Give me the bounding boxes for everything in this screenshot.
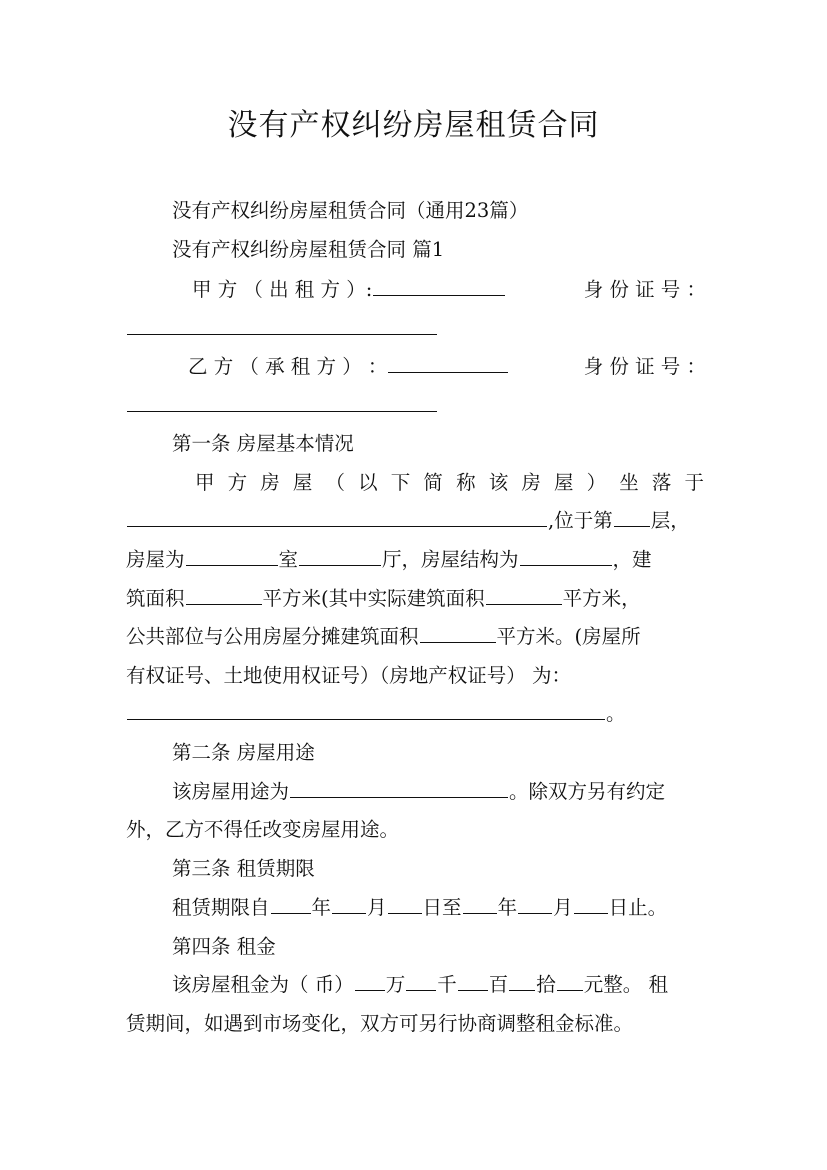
start-month-blank bbox=[332, 891, 366, 914]
actual-area-blank bbox=[486, 582, 562, 605]
text-shared-area: 公共部位与公用房屋分摊建筑面积 bbox=[126, 625, 419, 648]
article-2-line-2: 外，乙方不得任改变房屋用途。 bbox=[126, 818, 400, 841]
article-1-line-4 bbox=[126, 580, 706, 618]
text-floor-suffix: 层， bbox=[650, 509, 690, 532]
article-1-title: 第一条 房屋基本情况 bbox=[172, 432, 354, 455]
article-3-title: 第三条 租赁期限 bbox=[172, 857, 315, 880]
article-2-title: 第二条 房屋用途 bbox=[172, 741, 315, 764]
party-a-id-label: 身 份 证 号 ： bbox=[583, 278, 706, 301]
structure-blank bbox=[520, 543, 612, 566]
article-4-title: 第四条 租金 bbox=[172, 935, 276, 958]
text-rooms-prefix: 房屋为 bbox=[126, 548, 185, 571]
text-structure: 厅，房屋结构为 bbox=[382, 548, 519, 571]
text-end: 日止。 bbox=[608, 896, 668, 919]
bai-blank bbox=[458, 968, 488, 991]
location-blank bbox=[127, 504, 547, 527]
rooms-blank bbox=[186, 543, 278, 566]
yuan-blank bbox=[557, 968, 583, 991]
area-blank bbox=[186, 582, 262, 605]
qian-blank bbox=[406, 968, 436, 991]
party-a-id-row bbox=[126, 310, 706, 348]
article-1-line-2 bbox=[126, 502, 706, 540]
halls-blank bbox=[299, 543, 381, 566]
text-area-prefix: 筑面积 bbox=[126, 587, 185, 610]
text-shared-suffix: 平方米。(房屋所 bbox=[496, 625, 641, 648]
text-yuan: 元整。 租 bbox=[583, 973, 668, 996]
start-year-blank bbox=[271, 891, 311, 914]
party-a-name-blank bbox=[373, 273, 505, 296]
text-month: 月 bbox=[553, 896, 573, 919]
section-heading: 没有产权纠纷房屋租赁合同 篇1 bbox=[172, 238, 445, 261]
shi-blank bbox=[509, 968, 535, 991]
party-a-label: 甲 方 （ 出 租 方 ）: bbox=[192, 278, 373, 301]
text-year: 年 bbox=[311, 896, 332, 919]
text-use-suffix: 。除双方另有约定 bbox=[509, 780, 666, 803]
floor-blank bbox=[614, 504, 650, 527]
article-1-line-5 bbox=[126, 618, 706, 656]
text-wan: 万 bbox=[385, 973, 406, 996]
end-day-blank bbox=[574, 891, 608, 914]
text-bai: 百 bbox=[488, 973, 509, 996]
article-2-line-1 bbox=[172, 773, 706, 811]
text-rent-prefix: 该房屋租金为（ 币） bbox=[172, 973, 354, 996]
party-b-id-blank bbox=[127, 389, 437, 412]
text-term-prefix: 租赁期限自 bbox=[172, 896, 270, 919]
shared-area-blank bbox=[420, 620, 496, 643]
article-4-line-1 bbox=[172, 966, 706, 1004]
party-b-id-row bbox=[126, 387, 706, 425]
text-use-prefix: 该房屋用途为 bbox=[172, 780, 290, 803]
article-1-line-1: 甲 方 房 屋 （ 以 下 简 称 该 房 屋 ） 坐 落 于 bbox=[195, 471, 704, 494]
start-day-blank bbox=[388, 891, 422, 914]
party-b-label: 乙 方 （ 承 租 方 ） ： bbox=[188, 355, 388, 378]
text-year: 年 bbox=[497, 896, 518, 919]
party-b-id-label: 身 份 证 号 ： bbox=[583, 355, 706, 378]
end-month-blank bbox=[518, 891, 552, 914]
text-to: 日至 bbox=[422, 896, 462, 919]
party-b-row bbox=[188, 348, 706, 386]
document-subtitle: 没有产权纠纷房屋租赁合同（通用23篇） bbox=[172, 199, 529, 222]
party-a-id-blank bbox=[127, 312, 437, 335]
party-a-row bbox=[192, 271, 706, 309]
article-1-line-7 bbox=[126, 695, 706, 733]
text-month: 月 bbox=[367, 896, 387, 919]
text-qian: 千 bbox=[437, 973, 457, 996]
wan-blank bbox=[355, 968, 385, 991]
end-year-blank bbox=[463, 891, 497, 914]
text-actual-area: 平方米(其中实际建筑面积 bbox=[262, 587, 485, 610]
text-shi: 拾 bbox=[536, 973, 556, 996]
article-1-line-6: 有权证号、土地使用权证号）（房地产权证号） 为： bbox=[126, 664, 571, 687]
text-room: 室 bbox=[278, 548, 299, 571]
article-1-line-3 bbox=[126, 541, 706, 579]
article-4-line-2: 赁期间，如遇到市场变化，双方可另行协商调整租金标准。 bbox=[126, 1012, 634, 1035]
party-b-name-blank bbox=[388, 350, 508, 373]
article-3-line-1 bbox=[172, 889, 706, 927]
use-blank bbox=[290, 775, 508, 798]
text-area-suffix: 平方米， bbox=[562, 587, 641, 610]
document-title: 没有产权纠纷房屋租赁合同 bbox=[227, 108, 600, 143]
text-period: 。 bbox=[606, 702, 626, 725]
text-structure-suffix: ，建 bbox=[612, 548, 652, 571]
certificate-blank bbox=[127, 697, 605, 720]
text-floor-prefix: ,位于第 bbox=[548, 509, 613, 532]
